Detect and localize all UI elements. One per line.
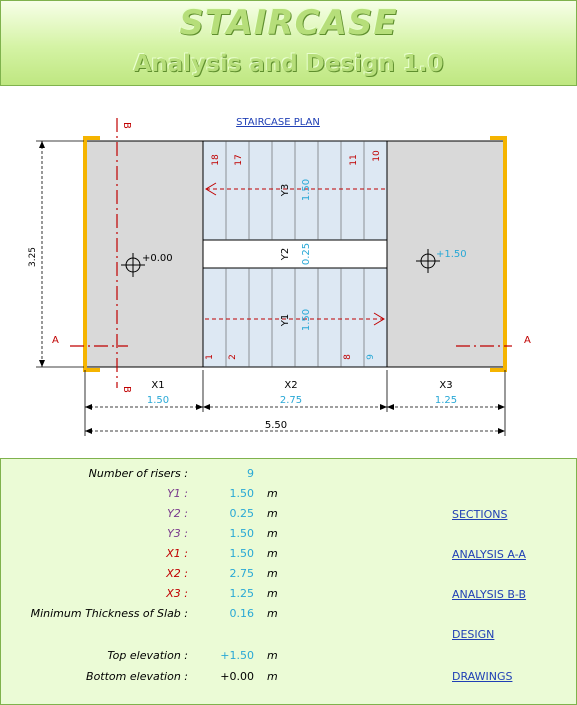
analysis-aa-link[interactable]: ANALYSIS A-A	[452, 548, 526, 561]
x3-label: X3 :	[166, 587, 188, 600]
top-elevation-unit: m	[267, 649, 278, 662]
step-number: 18	[211, 154, 221, 166]
dimension-arrow-icon	[85, 404, 505, 434]
section-b-label: B	[121, 122, 132, 129]
drawings-link[interactable]: DRAWINGS	[452, 670, 513, 683]
top-elevation-value[interactable]: +1.50	[220, 649, 254, 662]
y1-unit: m	[267, 487, 278, 500]
x2-value[interactable]: 2.75	[229, 567, 254, 580]
dimension-arrow-icon	[39, 141, 45, 148]
thickness-row	[1, 607, 576, 625]
y3-label: Y3 :	[167, 527, 188, 540]
thickness-label: Minimum Thickness of Slab :	[30, 607, 188, 620]
thickness-value[interactable]: 0.16	[229, 607, 254, 620]
step-number: 1	[205, 354, 215, 360]
step-number: 10	[372, 150, 382, 162]
x1-unit: m	[267, 547, 278, 560]
app-subtitle: Analysis and Design 1.0	[133, 51, 444, 77]
design-link[interactable]: DESIGN	[452, 628, 495, 641]
middle-label: Y2	[280, 247, 291, 261]
y3-row	[1, 527, 576, 545]
input-panel	[0, 458, 577, 705]
lower-flight-label: Y1	[280, 313, 291, 327]
x3-value[interactable]: 1.25	[229, 587, 254, 600]
y1-value[interactable]: 1.50	[229, 487, 254, 500]
analysis-bb-link[interactable]: ANALYSIS B-B	[452, 588, 527, 601]
bottom-elevation-label: Bottom elevation :	[86, 670, 188, 683]
middle-gap	[203, 240, 387, 268]
title-banner	[0, 0, 577, 86]
x3-unit: m	[267, 587, 278, 600]
y2-value[interactable]: 0.25	[229, 507, 254, 520]
x1-value: 1.50	[146, 395, 170, 406]
right-landing-elevation: +1.50	[436, 249, 467, 260]
y2-label: Y2 :	[167, 507, 188, 520]
x2-label: X2 :	[166, 567, 188, 580]
x1-value[interactable]: 1.50	[229, 547, 254, 560]
app-title: STAIRCASE	[179, 3, 398, 43]
step-number: 11	[349, 154, 359, 166]
middle-value: 0.25	[301, 242, 312, 266]
upper-flight-value: 1.50	[301, 178, 312, 202]
y1-label: Y1 :	[167, 487, 188, 500]
width-dimension	[36, 141, 84, 367]
step-number: 9	[366, 354, 376, 360]
step-number: 17	[234, 154, 244, 166]
top-elevation-label: Top elevation :	[107, 649, 188, 662]
sections-link[interactable]: SECTIONS	[452, 508, 508, 521]
risers-label: Number of risers :	[88, 467, 188, 480]
x2-label: X2	[284, 380, 298, 391]
step-number: 2	[228, 354, 238, 360]
lower-flight-value: 1.50	[301, 308, 312, 332]
section-b-label: B	[121, 386, 132, 393]
dimension-arrow-icon	[39, 360, 45, 367]
section-a-label: A	[524, 335, 531, 346]
x1-label: X1	[151, 380, 165, 391]
upper-flight-label: Y3	[280, 183, 291, 197]
total-width-value: 3.25	[28, 246, 38, 268]
thickness-unit: m	[267, 607, 278, 620]
total-length-value: 5.50	[264, 420, 288, 431]
risers-value[interactable]: 9	[247, 467, 254, 480]
x2-row	[1, 567, 576, 585]
bottom-elevation-unit: m	[267, 670, 278, 683]
y2-unit: m	[267, 507, 278, 520]
step-number: 8	[343, 354, 353, 360]
x2-value: 2.75	[279, 395, 303, 406]
section-a-label: A	[52, 335, 59, 346]
top-elevation-row	[1, 649, 576, 667]
y3-value[interactable]: 1.50	[229, 527, 254, 540]
left-landing-elevation: +0.00	[142, 253, 173, 264]
staircase-plan-drawing	[0, 100, 577, 450]
risers-row	[1, 467, 576, 485]
x1-label: X1 :	[166, 547, 188, 560]
y3-unit: m	[267, 527, 278, 540]
x3-value: 1.25	[434, 395, 458, 406]
x2-unit: m	[267, 567, 278, 580]
x3-label: X3	[439, 380, 453, 391]
plan-title: STAIRCASE PLAN	[236, 117, 320, 128]
y1-row	[1, 487, 576, 505]
bottom-elevation-value[interactable]: +0.00	[220, 670, 254, 683]
